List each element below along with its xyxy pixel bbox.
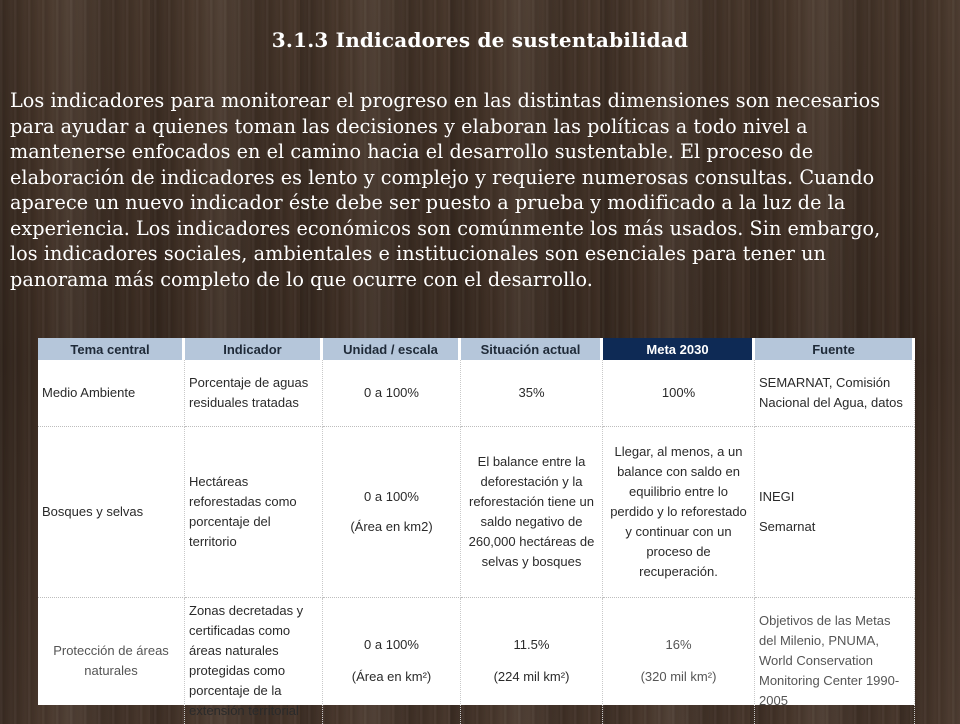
cell-unidad-value: 0 a 100% bbox=[364, 489, 419, 504]
cell-situacion-sub: (224 mil km²) bbox=[493, 669, 570, 684]
cell-fuente-sub: Semarnat bbox=[759, 519, 816, 534]
paragraph-line: Los indicadores para monitorear el progreso en las distintas dimensiones son necesarios bbox=[10, 89, 881, 112]
header-meta-2030: Meta 2030 bbox=[603, 338, 755, 360]
paragraph-line: para ayudar a quienes toman las decisiones y elaboran las políticas a todo nivel a bbox=[10, 114, 808, 138]
cell-unidad bbox=[323, 598, 461, 724]
table-row bbox=[38, 598, 915, 724]
cell-fuente bbox=[755, 427, 915, 598]
header-tema-central: Tema central bbox=[38, 338, 185, 360]
header-situacion-actual: Situación actual bbox=[461, 338, 603, 360]
cell-tema: Bosques y selvas bbox=[38, 427, 185, 598]
cell-meta bbox=[603, 598, 755, 724]
cell-meta: 100% bbox=[603, 360, 755, 427]
paragraph-line: aparece un nuevo indicador éste debe ser puesto a prueba y modificado a la luz de la bbox=[10, 191, 846, 214]
cell-meta: Llegar, al menos, a un balance con saldo en equilibrio entre lo perdido y lo reforestado y continuar con un proceso de recuperación. bbox=[603, 427, 755, 598]
cell-indicador: Zonas decretadas y certificadas como áreas naturales protegidas como porcentaje de la extensión territorial bbox=[185, 598, 323, 724]
cell-meta-sub: (320 mil km²) bbox=[640, 669, 717, 684]
cell-indicador: Porcentaje de aguas residuales tratadas bbox=[185, 360, 323, 427]
cell-unidad-value: 0 a 100% bbox=[364, 637, 419, 652]
table-header-row bbox=[38, 338, 915, 360]
paragraph-line: los indicadores sociales, ambientales e institucionales son esenciales para tener un bbox=[10, 242, 826, 265]
cell-unidad bbox=[323, 427, 461, 598]
cell-situacion bbox=[461, 598, 603, 724]
paragraph-line: mantenerse enfocados en el camino hacia el desarrollo sustentable. El proceso de bbox=[10, 140, 814, 163]
cell-situacion: 35% bbox=[461, 360, 603, 427]
paragraph-line: elaboración de indicadores es lento y complejo y requiere numerosas consultas. Cuando bbox=[10, 165, 875, 189]
header-unidad: Unidad / escala bbox=[323, 338, 461, 360]
section-title: 3.1.3 Indicadores de sustentabilidad bbox=[271, 28, 689, 52]
cell-tema: Medio Ambiente bbox=[38, 360, 185, 427]
header-indicador: Indicador bbox=[185, 338, 323, 360]
cell-fuente: SEMARNAT, Comisión Nacional del Agua, datos bbox=[755, 360, 915, 427]
cell-unidad: 0 a 100% bbox=[323, 360, 461, 427]
cell-situacion-value: 11.5% bbox=[513, 637, 550, 652]
cell-unidad-sub: (Área en km²) bbox=[351, 669, 432, 684]
indicators-table bbox=[38, 338, 915, 718]
cell-fuente-value: INEGI bbox=[759, 489, 795, 504]
cell-unidad-sub: (Área en km2) bbox=[350, 519, 433, 534]
intro-paragraph bbox=[10, 88, 954, 292]
cell-indicador: Hectáreas reforestadas como porcentaje del territorio bbox=[185, 427, 323, 598]
header-fuente: Fuente bbox=[755, 338, 915, 360]
paragraph-line: experiencia. Los indicadores económicos son comúnmente los más usados. Sin embargo, bbox=[10, 216, 881, 240]
cell-meta-value: 16% bbox=[665, 637, 692, 652]
cell-tema: Protección de áreas naturales bbox=[38, 598, 185, 724]
table-row bbox=[38, 427, 915, 598]
paragraph-line: panorama más completo de lo que ocurre con el desarrollo. bbox=[10, 267, 593, 291]
cell-fuente: Objetivos de las Metas del Milenio, PNUMA, World Conservation Monitoring Center 1990-2005 bbox=[755, 598, 915, 724]
cell-situacion: El balance entre la deforestación y la reforestación tiene un saldo negativo de 260,000 hectáreas de selvas y bosques bbox=[461, 427, 603, 598]
table-row bbox=[38, 360, 915, 427]
